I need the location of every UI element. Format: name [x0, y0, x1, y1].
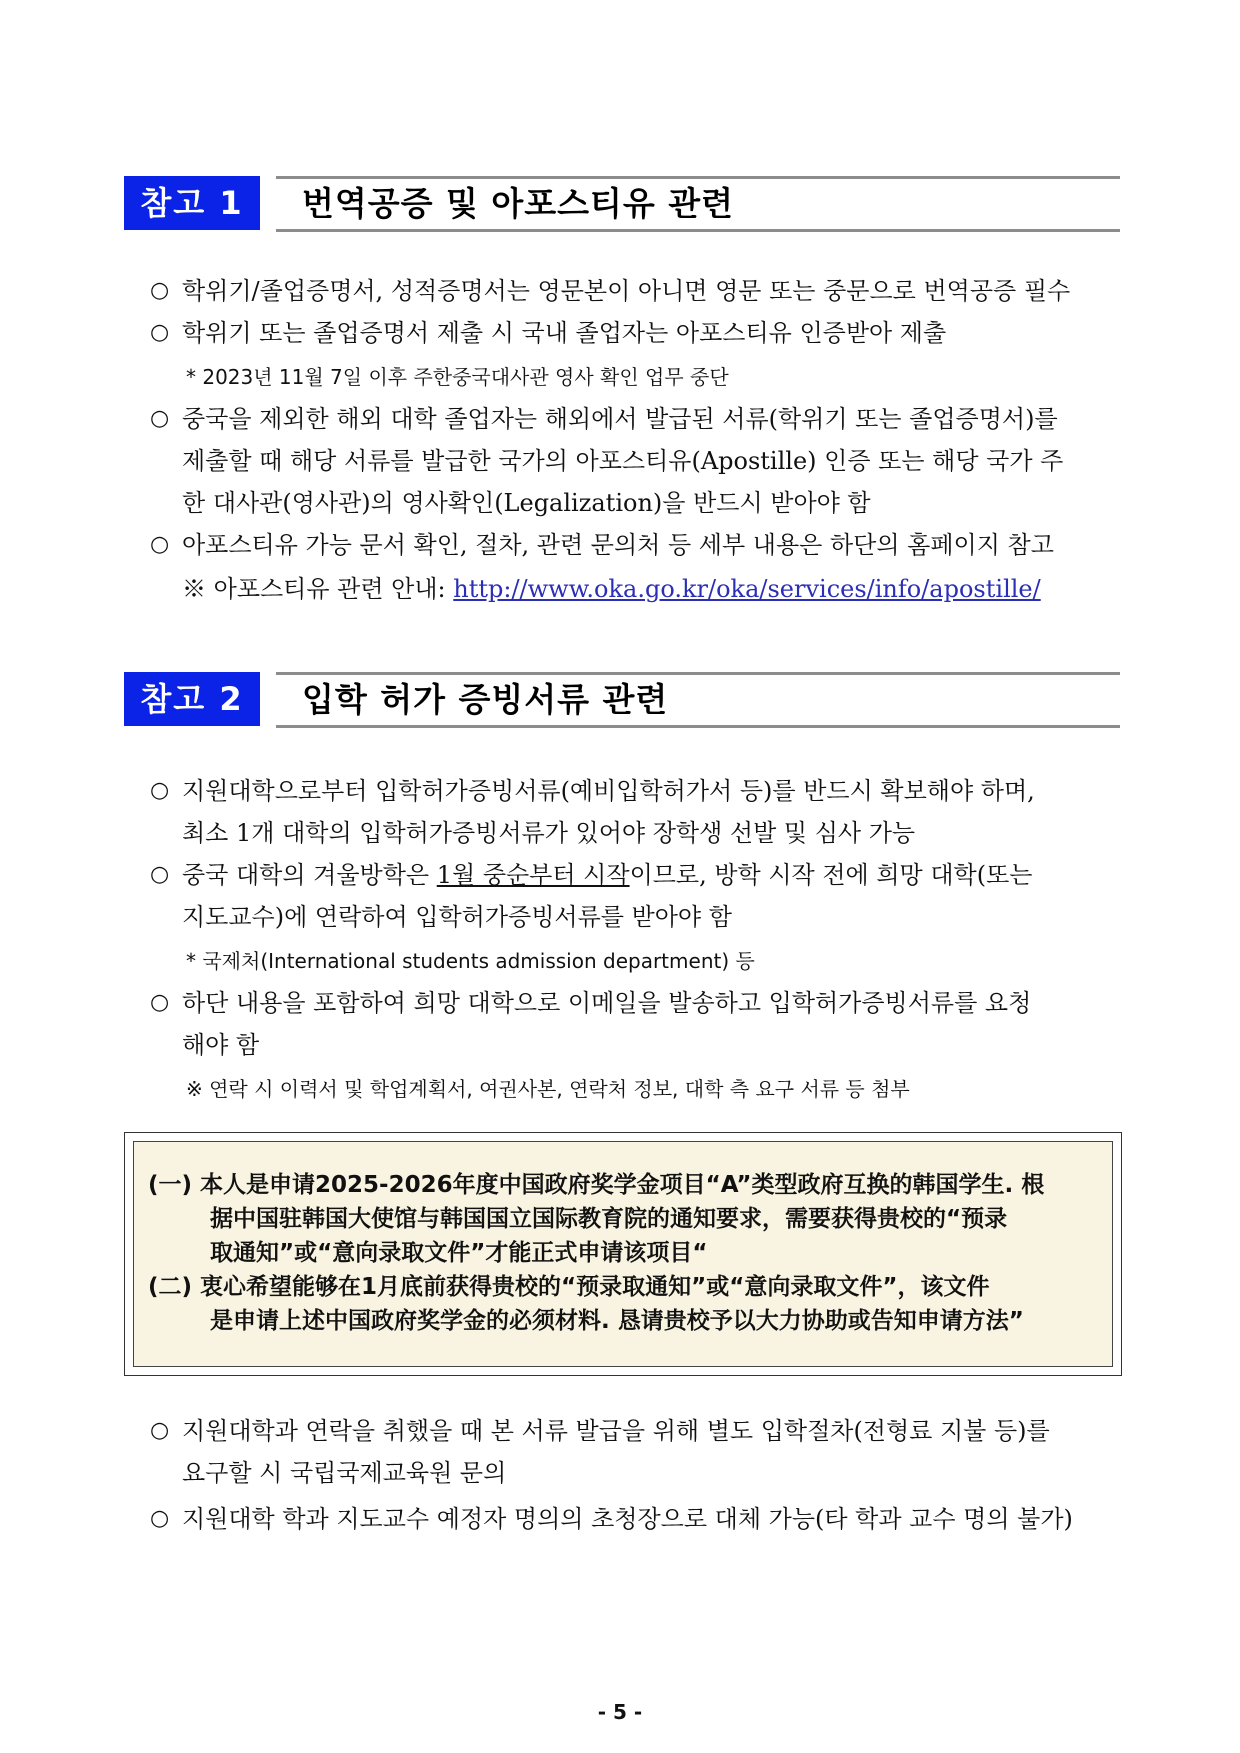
section-1-title: 번역공증 및 아포스티유 관련 — [302, 184, 735, 223]
bullet-icon: ○ — [150, 278, 170, 303]
s1-reference — [182, 574, 1041, 604]
s1-line-6: 아포스티유 가능 문서 확인, 절차, 관련 문의처 등 세부 내용은 하단의 홈페이지 참고 — [182, 531, 1054, 559]
section-1-badge: 참고 1 — [124, 176, 260, 230]
s1-line-3: 중국을 제외한 해외 대학 졸업자는 해외에서 발급된 서류(학위기 또는 졸업증명서)를 — [182, 405, 1058, 433]
page-number: - 5 - — [597, 1700, 643, 1724]
cn-line-3: 取通知”或“意向录取文件”才能正式申请该项目“ — [210, 1240, 708, 1266]
bullet-icon: ○ — [150, 532, 170, 557]
s2-line-1: 지원대학으로부터 입학허가증빙서류(예비입학허가서 등)를 반드시 확보해야 하며, — [182, 777, 1035, 805]
reference-label: ※ 아포스티유 관련 안내: — [182, 575, 454, 603]
section-2-badge: 참고 2 — [124, 672, 260, 726]
section-2-header — [124, 672, 1120, 726]
header-rule-bottom — [276, 725, 1120, 728]
header-rule-bottom — [276, 229, 1120, 232]
cn-line-4: (二) 衷心希望能够在1月底前获得贵校的“预录取通知”或“意向录取文件”，该文件 — [148, 1274, 990, 1300]
cn-line-2: 据中国驻韩国大使馆与韩国国立国际教育院的通知要求，需要获得贵校的“预录 — [210, 1206, 1008, 1232]
s2-line-3: 중국 대학의 겨울방학은 1월 중순부터 시작이므로, 방학 시작 전에 희망 대학(또는 — [182, 861, 1033, 889]
s2-attachment-note: ※ 연락 시 이력서 및 학업계획서, 여권사본, 연락처 정보, 대학 측 요구 서류 등 첨부 — [186, 1077, 910, 1101]
s1-line-2: 학위기 또는 졸업증명서 제출 시 국내 졸업자는 아포스티유 인증받아 제출 — [182, 319, 947, 347]
s1-note: * 2023년 11월 7일 이후 주한중국대사관 영사 확인 업무 중단 — [186, 365, 729, 389]
s3-line-2: 요구할 시 국립국제교육원 문의 — [182, 1459, 507, 1487]
s3-line-3: 지원대학 학과 지도교수 예정자 명의의 초청장으로 대체 가능(타 학과 교수 명의 불가) — [182, 1505, 1073, 1533]
bullet-icon: ○ — [150, 778, 170, 803]
bullet-icon: ○ — [150, 990, 170, 1015]
winter-break-date: 1월 중순부터 시작 — [436, 861, 630, 889]
s2-line-4: 지도교수)에 연락하여 입학허가증빙서류를 받아야 함 — [182, 903, 732, 931]
s3-line-1: 지원대학과 연락을 취했을 때 본 서류 발급을 위해 별도 입학절차(전형료 지불 등)를 — [182, 1417, 1050, 1445]
section-2-title: 입학 허가 증빙서류 관련 — [302, 680, 669, 719]
bullet-icon: ○ — [150, 1506, 170, 1531]
s2-note: * 국제처(International students admission department) 등 — [186, 949, 755, 973]
bullet-icon: ○ — [150, 1418, 170, 1443]
s2-line-6: 해야 함 — [182, 1031, 260, 1059]
cn-line-1: (一) 本人是申请2025-2026年度中国政府奖学金项目“A”类型政府互换的韩国学生. 根 — [148, 1172, 1045, 1198]
s2-line-5: 하단 내용을 포함하여 희망 대학으로 이메일을 발송하고 입학허가증빙서류를 요청 — [182, 989, 1032, 1017]
header-rule-top — [276, 176, 1120, 179]
chinese-request-box — [124, 1132, 1122, 1376]
s1-line-5: 한 대사관(영사관)의 영사확인(Legalization)을 반드시 받아야 함 — [182, 489, 871, 517]
header-rule-top — [276, 672, 1120, 675]
chinese-request-inner — [133, 1141, 1113, 1367]
bullet-icon: ○ — [150, 320, 170, 345]
s2-line-2: 최소 1개 대학의 입학허가증빙서류가 있어야 장학생 선발 및 심사 가능 — [182, 819, 916, 847]
bullet-icon: ○ — [150, 406, 170, 431]
s1-line-1: 학위기/졸업증명서, 성적증명서는 영문본이 아니면 영문 또는 중문으로 번역공증 필수 — [182, 277, 1071, 305]
cn-line-5: 是申请上述中国政府奖学金的必须材料. 恳请贵校予以大力协助或告知申请方法” — [210, 1308, 1024, 1334]
section-1-header — [124, 176, 1120, 230]
s1-line-4: 제출할 때 해당 서류를 발급한 국가의 아포스티유(Apostille) 인증 또는 해당 국가 주 — [182, 447, 1064, 475]
bullet-icon: ○ — [150, 862, 170, 887]
apostille-link[interactable]: http://www.oka.go.kr/oka/services/info/apostille/ — [453, 575, 1041, 603]
